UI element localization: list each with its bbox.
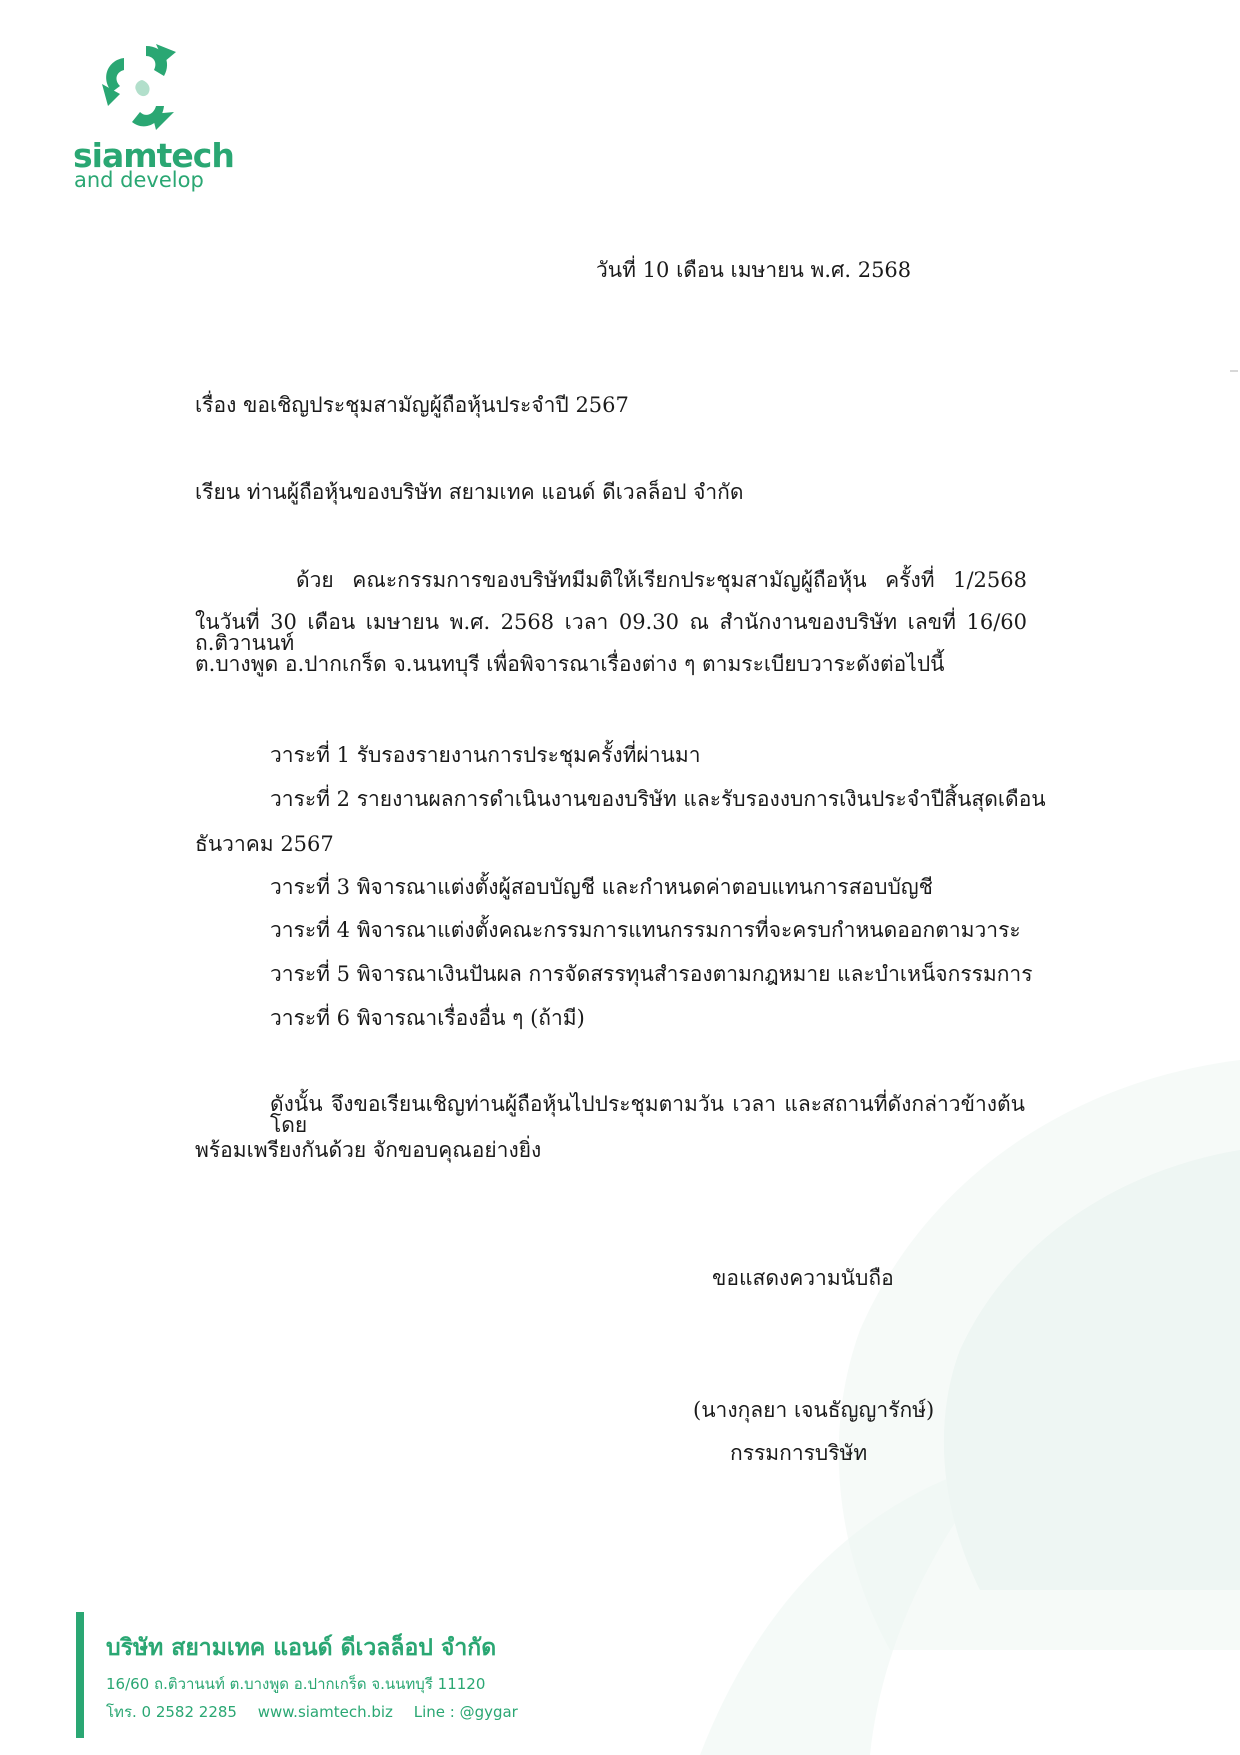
logo-wordmark: siamtech — [73, 136, 234, 175]
agenda-item-3: วาระที่ 3 พิจารณาแต่งตั้งผู้สอบบัญชี และกำหนดค่าตอบแทนการสอบบัญชี — [270, 875, 933, 899]
footer-address: 16/60 ถ.ติวานนท์ ต.บางพูด อ.ปากเกร็ด จ.นนทบุรี 11120 — [106, 1675, 486, 1693]
closing-line-1: ดังนั้น จึงขอเรียนเชิญท่านผู้ถือหุ้นไปประชุมตามวัน เวลา และสถานที่ดังกล่าวข้างต้นโดย — [270, 1092, 1025, 1137]
body-line-2: ในวันที่ 30 เดือน เมษายน พ.ศ. 2568 เวลา 09.30 ณ สำนักงานของบริษัท เลขที่ 16/60 ถ.ติวานนท์ — [195, 610, 1027, 655]
regards-text: ขอแสดงความนับถือ — [712, 1266, 894, 1290]
letter-date: วันที่ 10 เดือน เมษายน พ.ศ. 2568 — [596, 258, 912, 282]
agenda-item-4: วาระที่ 4 พิจารณาแต่งตั้งคณะกรรมการแทนกรรมการที่จะครบกำหนดออกตามวาระ — [270, 918, 1021, 942]
agenda-item-2-cont: ธันวาคม 2567 — [195, 832, 334, 856]
company-logo — [70, 40, 234, 192]
footer-accent-bar — [76, 1612, 84, 1738]
letter-subject: เรื่อง ขอเชิญประชุมสามัญผู้ถือหุ้นประจำปี 2567 — [195, 393, 629, 417]
body-line-1: ด้วย คณะกรรมการของบริษัทมีมติให้เรียกประชุมสามัญผู้ถือหุ้น ครั้งที่ 1/2568 — [296, 568, 1027, 592]
pinwheel-logo-icon — [90, 40, 200, 140]
footer-company-name: บริษัท สยามเทค แอนด์ ดีเวลล็อป จำกัด — [106, 1635, 497, 1661]
logo-tagline: and develop — [74, 168, 204, 192]
footer-contact — [106, 1700, 534, 1724]
scan-edge-mark — [1230, 370, 1238, 372]
body-line-3: ต.บางพูด อ.ปากเกร็ด จ.นนทบุรี เพื่อพิจารณาเรื่องต่าง ๆ ตามระเบียบวาระดังต่อไปนี้ — [195, 652, 945, 676]
footer-phone: โทร. 0 2582 2285 — [106, 1703, 237, 1721]
agenda-item-1: วาระที่ 1 รับรองรายงานการประชุมครั้งที่ผ่านมา — [270, 743, 701, 767]
agenda-item-2: วาระที่ 2 รายงานผลการดำเนินงานของบริษัท และรับรองงบการเงินประจำปีสิ้นสุดเดือน — [270, 787, 1046, 811]
closing-line-2: พร้อมเพรียงกันด้วย จักขอบคุณอย่างยิ่ง — [195, 1138, 542, 1162]
letter-salutation: เรียน ท่านผู้ถือหุ้นของบริษัท สยามเทค แอนด์ ดีเวลล็อป จำกัด — [195, 480, 744, 504]
signatory-title: กรรมการบริษัท — [730, 1441, 868, 1465]
footer-website: www.siamtech.biz — [257, 1703, 393, 1721]
agenda-item-5: วาระที่ 5 พิจารณาเงินปันผล การจัดสรรทุนสำรองตามกฎหมาย และบำเหน็จกรรมการ — [270, 962, 1033, 986]
footer-line-id: Line : @gygar — [413, 1703, 518, 1721]
agenda-item-6: วาระที่ 6 พิจารณาเรื่องอื่น ๆ (ถ้ามี) — [270, 1006, 585, 1030]
signatory-name: (นางกุลยา เจนธัญญารักษ์) — [693, 1398, 935, 1422]
